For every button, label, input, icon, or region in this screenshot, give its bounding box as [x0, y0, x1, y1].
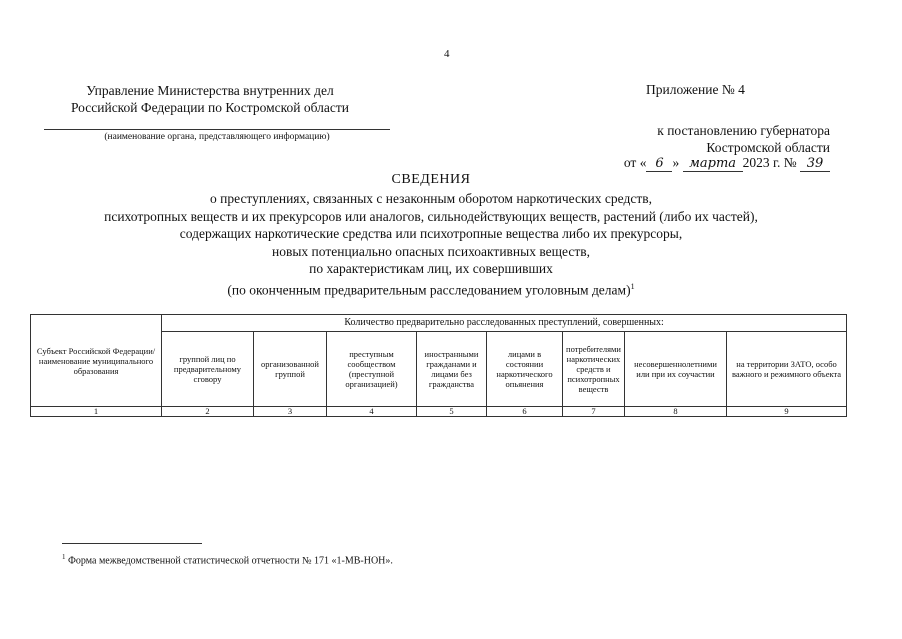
column-header: на территории ЗАТО, особо важного и режимного объекта — [727, 332, 847, 407]
date-month: марта — [683, 156, 743, 172]
report-line-6 — [0, 278, 862, 299]
report-footnote-mark: 1 — [630, 281, 635, 291]
decree-number: 39 — [800, 156, 830, 172]
report-title: СВЕДЕНИЯ — [391, 172, 471, 187]
column-number: 3 — [254, 407, 327, 417]
decree-line-1: к постановлению губернатора — [657, 123, 830, 138]
column-header: несовершеннолетними или при их соучастии — [625, 332, 727, 407]
column-header: иностранными гражданами и лицами без гражданства — [417, 332, 487, 407]
footnote-separator — [62, 543, 202, 544]
organization-underline — [44, 129, 390, 130]
column-header: организованной группой — [254, 332, 327, 407]
subject-header: Субъект Российской Федерации/ наименование муниципального образования — [31, 315, 162, 407]
report-line-4: новых потенциально опасных психоактивных веществ, — [271, 243, 590, 259]
report-table — [30, 314, 847, 417]
appendix-title: Приложение № 4 — [646, 82, 745, 97]
column-header: преступным сообществом (преступной организацией) — [327, 332, 417, 407]
column-header: потребителями наркотических средств и психотропных веществ — [563, 332, 625, 407]
column-number: 8 — [625, 407, 727, 417]
report-line-1: о преступлениях, связанных с незаконным оборотом наркотических средств, — [210, 191, 652, 206]
report-line-3: содержащих наркотические средства или психотропные вещества либо их прекурсоры, — [179, 226, 683, 241]
date-mid: » — [672, 155, 680, 170]
footnote-mark: 1 — [62, 553, 66, 561]
date-year: 2023 г. № — [742, 155, 797, 170]
column-number: 5 — [417, 407, 487, 417]
decree-date — [560, 155, 830, 172]
decree-line-2: Костромской области — [706, 140, 830, 155]
column-number: 2 — [162, 407, 254, 417]
page-number: 4 — [444, 48, 450, 60]
column-number: 1 — [31, 407, 162, 417]
organization-name — [30, 82, 390, 116]
report-subtitle — [0, 190, 862, 299]
organization-line-2: Российской Федерации по Костромской области — [71, 100, 349, 115]
column-header: группой лиц по предварительному сговору — [162, 332, 254, 407]
footnote-text: Форма межведомственной статистической отчетности № 171 «1-МВ-НОН». — [68, 555, 393, 567]
footnote — [62, 553, 393, 566]
decree-reference — [590, 122, 830, 156]
report-line-5: по характеристикам лиц, их совершивших — [309, 261, 553, 276]
report-last-line: (по оконченным предварительным расследованием уголовным делам) — [227, 282, 631, 297]
organization-line-1: Управление Министерства внутренних дел — [86, 83, 334, 98]
report-line-2: психотропных веществ и их прекурсоров или аналогов, сильнодействующих веществ, растений (либо их частей), — [104, 208, 758, 224]
column-number: 7 — [563, 407, 625, 417]
group-header: Количество предварительно расследованных преступлений, совершенных: — [162, 315, 847, 332]
column-number: 4 — [327, 407, 417, 417]
organization-caption: (наименование органа, представляющего информацию) — [104, 132, 330, 142]
column-header: лицами в состоянии наркотического опьянения — [487, 332, 563, 407]
date-prefix: от « — [623, 155, 647, 170]
column-number: 6 — [487, 407, 563, 417]
column-number: 9 — [727, 407, 847, 417]
date-day: 6 — [646, 156, 672, 172]
